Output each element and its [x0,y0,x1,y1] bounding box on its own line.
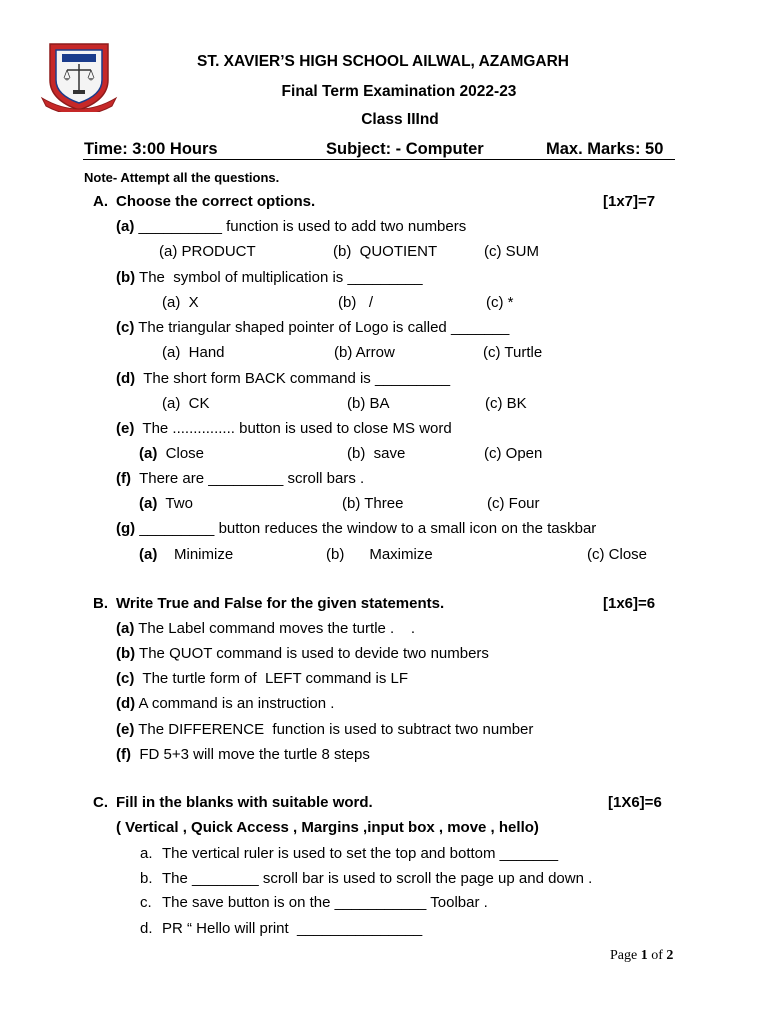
option: (b) QUOTIENT [333,243,438,260]
time-label: Time: 3:00 Hours [84,140,218,158]
option: (a) Hand [162,344,225,361]
statement-number: (b) [116,645,136,662]
option: (c) SUM [484,243,539,260]
question [116,269,423,286]
option-text: Close [157,445,205,462]
section-b-letter: B. [93,595,108,612]
section-b-marks: [1x6]=6 [603,595,656,612]
section-a-title: Choose the correct options. [116,193,316,210]
section-c-marks: [1X6]=6 [608,794,662,811]
class-title: Class IIInd [361,111,439,128]
question [116,420,452,437]
section-a-letter: A. [93,193,108,210]
section-c-title: Fill in the blanks with suitable word. [116,794,373,811]
question-text: The ............... button is used to close MS word [134,420,452,437]
option-text: Minimize [157,546,234,563]
option: (b) / [338,294,374,311]
header-rule [83,159,675,160]
subject-label: Subject: - Computer [326,140,484,158]
statement-text: The DIFFERENCE function is used to subtract two number [134,721,534,738]
option: (a) X [162,294,199,311]
statement [116,746,370,763]
statement [116,695,334,712]
question [116,520,596,537]
statement-number: (c) [116,670,135,687]
option: (c) Close [587,546,648,563]
blank-item-text: The ________ scroll bar is used to scroll the page up and down . [162,870,593,887]
word-bank: ( Vertical , Quick Access , Margins ,input box , move , hello) [116,819,539,836]
option: (a) PRODUCT [159,243,256,260]
option-letter: (a) [139,546,158,563]
statement-text: The QUOT command is used to devide two numbers [135,645,489,662]
question [116,470,364,487]
statement-number: (d) [116,695,136,712]
question-number: (e) [116,420,135,437]
question-number: (c) [116,319,135,336]
statement-text: The Label command moves the turtle . . [134,620,416,637]
question-text: There are _________ scroll bars . [131,470,365,487]
option: (c) BK [485,395,527,412]
question [116,370,450,387]
page-of: of [647,948,667,963]
option [139,445,204,462]
page-label: Page [610,948,641,963]
option: (c) Open [484,445,543,462]
exam-title: Final Term Examination 2022-23 [281,83,517,100]
question-number: (d) [116,370,136,387]
statement [116,670,408,687]
blank-item-number: a. [140,845,153,862]
page-number [610,948,673,964]
blank-item-number: c. [140,894,152,911]
question-text: __________ function is used to add two numbers [134,218,467,235]
question-text: The short form BACK command is _________ [135,370,451,387]
blank-item-text: PR “ Hello will print _______________ [162,920,423,937]
question-number: (g) [116,520,136,537]
question-text: _________ button reduces the window to a small icon on the taskbar [135,520,597,537]
section-b-title: Write True and False for the given statements. [116,595,445,612]
page-current: 1 [640,948,648,963]
statement-text: The turtle form of LEFT command is LF [134,670,409,687]
section-c-letter: C. [93,794,108,811]
option: (b) Three [342,495,404,512]
option: (b) save [347,445,406,462]
blank-item-number: d. [140,920,153,937]
statement [116,645,489,662]
blank-item-text: The save button is on the ___________ Toolbar . [162,894,488,911]
blank-item-text: The vertical ruler is used to set the top and bottom _______ [162,845,559,862]
option: (b) Maximize [326,546,433,563]
question-number: (a) [116,218,135,235]
option: (b) BA [347,395,390,412]
option: (b) Arrow [334,344,395,361]
question-number: (b) [116,269,136,286]
question-text: The triangular shaped pointer of Logo is called _______ [134,319,510,336]
statement-text: A command is an instruction . [135,695,335,712]
statement-number: (a) [116,620,135,637]
question-number: (f) [116,470,131,487]
option: (c) * [486,294,514,311]
question [116,218,466,235]
option-letter: (a) [139,495,158,512]
statement [116,721,533,738]
section-a-marks: [1x7]=7 [603,193,656,210]
question-text: The symbol of multiplication is _________ [135,269,423,286]
option [139,495,193,512]
question [116,319,509,336]
option-text: Two [157,495,193,512]
page-total: 2 [666,948,674,963]
option: (a) CK [162,395,210,412]
school-logo [40,40,118,112]
option: (c) Four [487,495,540,512]
max-marks-label: Max. Marks: 50 [546,140,664,158]
option-letter: (a) [139,445,158,462]
statement-number: (e) [116,721,135,738]
option: (c) Turtle [483,344,543,361]
statement-number: (f) [116,746,131,763]
blank-item-number: b. [140,870,153,887]
statement-text: FD 5+3 will move the turtle 8 steps [131,746,370,763]
statement [116,620,415,637]
option [139,546,233,563]
note: Note- Attempt all the questions. [84,170,280,185]
school-name: ST. XAVIER’S HIGH SCHOOL AILWAL, AZAMGARH [196,53,569,70]
